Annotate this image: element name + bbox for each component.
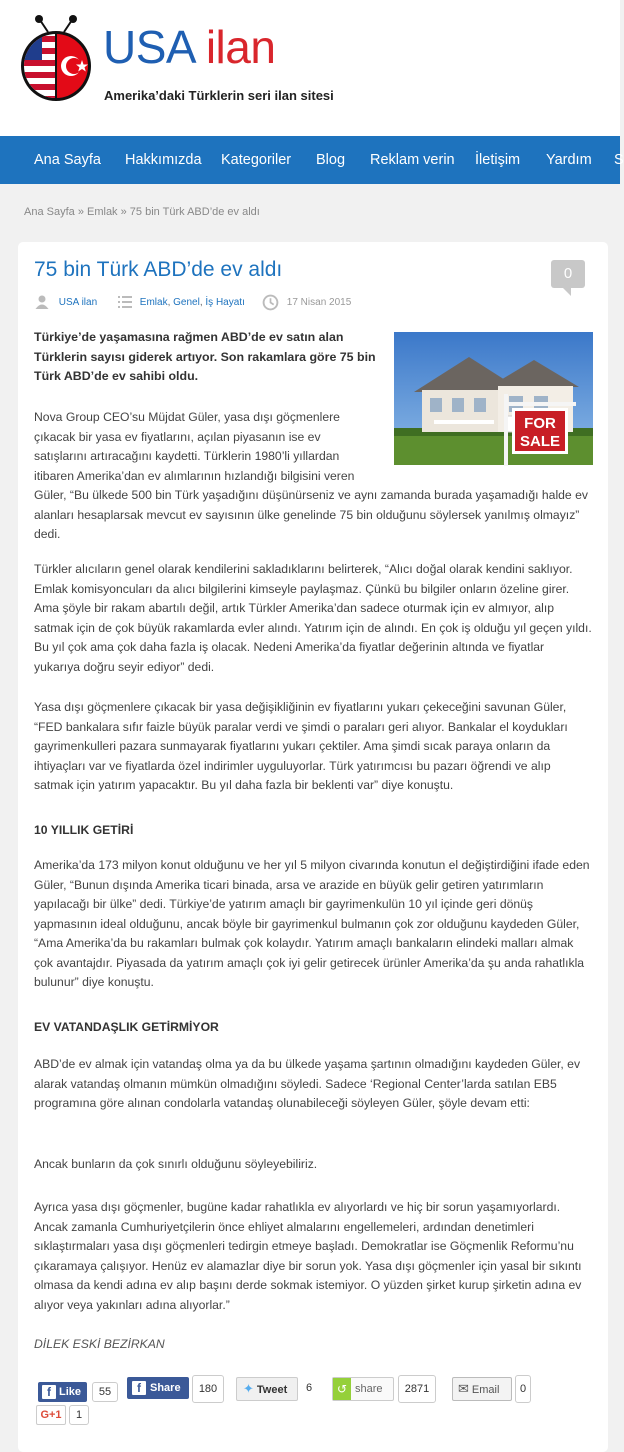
facebook-share-button[interactable]: [127, 1377, 189, 1399]
article-paragraph: Ayrıca yasa dışı göçmenler, bugüne kadar rahatlıkla ev alıyorlardı ve hiç bir sorun yaşamıyorlardı. Ancak zamanla Cumhuriyetçilerin önce ehliyet almalarını engellemeleri, ardından denetimleri sıklaştırmaları yasa dışı göçmenleri tedirgin etmeye başladı. Demokratlar ise Göçmenlik Reformu’nu çıkaramaya çalışıyor. Henüz ev alamazlar diye bir sorun yok. Yasa dışı göçmenler için yasal bir sıkıntı olmasa da kendi adına ev alıp başını derde sokmak istemiyor. O yüzden şirket kurup şirketin adına ev alıyor veya yakınları adına alıyorlar.”: [34, 1200, 582, 1312]
category-link[interactable]: Genel: [173, 297, 200, 308]
site-header: [0, 0, 620, 136]
logo-usa: USA: [103, 21, 194, 73]
house-for-sale-image: [394, 332, 593, 465]
article-paragraph-line: itibaren Amerika’dan ev alımlarının hızlandığı bilgisini veren: [34, 468, 355, 483]
tweet-button[interactable]: [236, 1377, 298, 1401]
twitter-icon: ✦: [243, 1381, 254, 1396]
article-paragraph: Amerika’da 173 milyon konut olduğunu ve her yıl 5 milyon civarında konutun el değiştirdiğini ifade eden Güler, “Bunun dışında Amerika ticari binada, arsa ve arazide en büyük gelir getiren yatırımların yapılacağı bir ülke” dedi. Türkiye’de yatırım amaçlı bir gayrimenkulün 10 yıl içinde geri dönüş yapmasının ideal olduğunu, ancak böyle bir gayrimenkul bulmanın çok zor olduğunu kaydeden Güler, “Ama Amerika’da bu rakamları bulmak çok kolaydır. Yatırım amaçlı bankaların elindeki malları almak çok avantajdır. Piyasada da yatırım amaçlı çok iyi gelir getirecek ürünler Amerika’da şu anda rahatlıkla bulunur” diye konuştu.: [34, 858, 590, 989]
article-lead: Türkiye’de yaşamasına rağmen ABD’de ev satın alan Türklerin sayısı giderek artıyor. Son rakamlara göre 75 bin Türk ABD’de ev sahibi oldu.: [34, 330, 376, 383]
article-signature: DİLEK ESKİ BEZİRKAN: [34, 1337, 165, 1351]
sign-text-for: FOR: [524, 415, 556, 432]
nav-item-blog[interactable]: Blog: [316, 152, 346, 168]
article-paragraph: Ancak bunların da çok sınırlı olduğunu söyleyebiliriz.: [34, 1157, 318, 1171]
share-this-label: share: [355, 1383, 383, 1395]
category-separator: ,: [199, 297, 206, 308]
breadcrumb-category[interactable]: Emlak: [87, 206, 118, 218]
share-label: Share: [150, 1382, 181, 1394]
nav-item-categories[interactable]: Kategoriler: [221, 152, 292, 168]
clock-icon: [262, 294, 279, 311]
tweet-label: Tweet: [256, 1384, 288, 1396]
google-plus-label: G+1: [40, 1409, 62, 1421]
category-link[interactable]: Emlak: [139, 297, 168, 308]
google-plus-button[interactable]: [36, 1405, 66, 1425]
article-paragraph: Güler, “Bu ülkede 500 bin Türk yaşadığını düşünürseniz ve aynı zamanda burada yaşamadığı halde ev alanları hesaplarsak mevcut ev sayısının ülke genelinde 75 bin olduğunu söylersek yanılmış olmayız” dedi.: [34, 488, 588, 541]
google-plus-count: 1: [69, 1405, 89, 1425]
tweet-count: 6: [301, 1375, 317, 1401]
article-card: [18, 242, 608, 1452]
comment-count-badge[interactable]: 0: [551, 260, 585, 288]
author-link[interactable]: USA ilan: [58, 297, 98, 308]
share-bar: [34, 1377, 594, 1447]
article-paragraph: Yasa dışı göçmenlere çıkacak bir yasa değişikliğinin ev fiyatlarını yukarı çekeceğini savunan Güler, “FED bankalara sıfır faizle büyük paralar verdi ve şimdi o paraları geri alıyor. Bankalar el koydukları gayrimenkulleri pazara sunmayarak fiyatlarını yukarı çektiler. Ama şimdi sıcak paraya onların da ihtiyaçları var ve fiyatlarda özel indirimler uyguluyorlar. Türk yatırımcısı bu pazarı öğrendi ve alıp satmak için yatırım yapacaktır. Bu yıl daha fazla bir beklenti var” diye konuştu.: [34, 700, 568, 792]
list-icon: [117, 294, 133, 310]
share-this-count: 2871: [398, 1375, 436, 1403]
like-count: 55: [92, 1382, 118, 1402]
date-text: 17 Nisan 2015: [286, 297, 352, 309]
nav-item-help[interactable]: Yardım: [546, 152, 592, 168]
email-count: 0: [515, 1375, 531, 1403]
article-paragraph: Türkler alıcıların genel olarak kendilerini sakladıklarını belirterek, “Alıcı doğal olarak kendini saklıyor. Emlak komisyoncuları da alıcı bilgilerini kimseyle paylaşmaz. Çünkü bu bilgiler onların özeline girer. Ama şöyle bir rakam abartılı değil, artık Türkler Amerika’dan sadece oturmak için ev almıyor, alıp satmak için de çok büyük rakamlarda evler alındı. Yatırım için de alındı. En çok iş olduğu yıl geçen yıldı. Bu yıl çok ama çok daha fazla iş olacak. Nedeni Amerika’da fiyatlar değerinin altında ve fiyatlar yukarıya doğru seyir ediyor” dedi.: [34, 562, 592, 674]
breadcrumb-home[interactable]: Ana Sayfa: [24, 206, 75, 218]
article-paragraph-line: satışlarını artıracağını kaydetti. Türklerin 1980’li yıllardan: [34, 449, 340, 463]
post-date: [262, 294, 351, 312]
nav-item-advertise[interactable]: Reklam verin: [370, 152, 455, 168]
user-icon: [34, 294, 50, 310]
breadcrumb-separator: »: [117, 206, 130, 218]
logo-ilan: ilan: [193, 21, 276, 73]
nav-item-about[interactable]: Hakkımızda: [125, 152, 202, 168]
page-title[interactable]: 75 bin Türk ABD’de ev aldı: [34, 258, 283, 281]
email-button[interactable]: [452, 1377, 512, 1401]
logo-wordmark: [103, 20, 275, 74]
breadcrumb-current: 75 bin Türk ABD’de ev aldı: [129, 206, 260, 218]
article-subheading: 10 YILLIK GETİRİ: [34, 823, 134, 837]
nav-item-search[interactable]: S: [614, 152, 624, 168]
fb-share-count: 180: [192, 1375, 224, 1403]
site-tagline: Amerika’daki Türklerin seri ilan sitesi: [104, 88, 334, 103]
article-paragraph-line: çıkacak bir yasa ev fiyatlarını, açılan piyasanın ise ev: [34, 429, 321, 444]
article-paragraph-line: Nova Group CEO’su Müjdat Güler, yasa dışı göçmenlere: [34, 410, 340, 424]
post-author: [34, 294, 97, 312]
ladybug-flag-logo-icon: [18, 14, 98, 114]
like-label: Like: [59, 1386, 82, 1398]
category-separator: ,: [167, 297, 174, 308]
article-paragraph: ABD’de ev almak için vatandaş olma ya da bu ülkede yaşama şartının olmadığını kaydeden Güler, ev alarak vatandaş olmanın mümkün olmadığını söyledi. Sadece ‘Regional Center’larda satılan EB5 programına göre alınan condolarla vatandaş olunabileceği söyleyen Güler, şöyle devam etti:: [34, 1057, 581, 1110]
facebook-icon: f: [42, 1385, 56, 1399]
main-nav: [0, 136, 624, 184]
facebook-icon: f: [132, 1381, 146, 1395]
article-subheading: EV VATANDAŞLIK GETİRMİYOR: [34, 1020, 219, 1034]
breadcrumb: [24, 206, 260, 218]
breadcrumb-separator: »: [74, 206, 87, 218]
nav-item-contact[interactable]: İletişim: [475, 152, 521, 168]
article-image[interactable]: [394, 332, 593, 465]
post-categories: [117, 294, 245, 312]
share-icon: ↺: [333, 1378, 351, 1400]
sign-text-sale: SALE: [519, 433, 561, 450]
nav-item-home[interactable]: Ana Sayfa: [34, 152, 101, 168]
email-icon: ✉: [458, 1381, 469, 1396]
site-logo[interactable]: [18, 14, 338, 114]
share-this-button[interactable]: [332, 1377, 394, 1401]
facebook-like-button[interactable]: [38, 1382, 87, 1402]
category-link[interactable]: İş Hayatı: [205, 297, 245, 308]
email-label: Email: [471, 1384, 500, 1396]
